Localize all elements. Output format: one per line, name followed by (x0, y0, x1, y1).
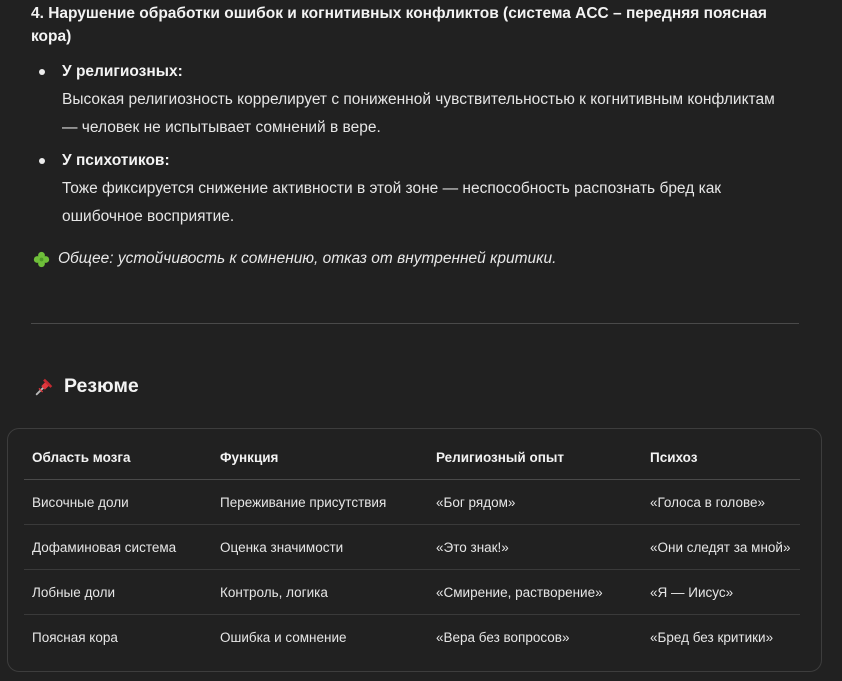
bullet-dot (39, 69, 45, 75)
pushpin-icon (33, 376, 55, 398)
table-cell: «Вера без вопросов» (436, 629, 570, 645)
list-item (36, 147, 776, 231)
column-header: Функция (212, 435, 428, 480)
table-cell: «Бог рядом» (428, 480, 642, 525)
table-cell: «Они следят за мной» (642, 525, 800, 570)
table-row (24, 480, 800, 525)
table-cell: «Бред без критики» (650, 629, 774, 645)
bullet-text: Тоже фиксируется снижение активности в этой зоне — неспособность распознать бред как ошибочное восприятие. (62, 180, 722, 225)
bullet-dot (39, 158, 45, 164)
table-cell: Ошибка и сомнение (220, 629, 347, 645)
list-item (36, 58, 776, 142)
table-cell: Контроль, логика (212, 570, 428, 615)
table-row (24, 570, 800, 615)
column-header: Психоз (642, 435, 800, 480)
table-cell: Поясная кора (32, 629, 118, 645)
table-cell: Дофаминовая система (24, 525, 212, 570)
bullet-text: Высокая религиозность коррелирует с пониженной чувствительностью к когнитивным конфликтам — человек не испытывает сомнений в вере. (62, 91, 775, 136)
table-row (24, 615, 800, 660)
table-cell: Оценка значимости (212, 525, 428, 570)
clover-icon (33, 251, 50, 268)
bullet-label: У психотиков: (62, 152, 170, 169)
table-cell: Переживание присутствия (212, 480, 428, 525)
table-row (24, 525, 800, 570)
column-header: Область мозга (24, 435, 212, 480)
table-cell: Височные доли (24, 480, 212, 525)
bullet-list (36, 58, 776, 231)
bullet-label: У религиозных: (62, 63, 183, 80)
table-cell: «Голоса в голове» (642, 480, 800, 525)
table-header-row (24, 435, 800, 480)
summary-table (24, 435, 800, 659)
column-header: Религиозный опыт (428, 435, 642, 480)
divider (31, 323, 799, 324)
summary-text: Общее: устойчивость к сомнению, отказ от внутренней критики. (58, 250, 557, 267)
table-cell: «Я — Иисус» (642, 570, 800, 615)
section-heading: 4. Нарушение обработки ошибок и когнитивных конфликтов (система ACC – передняя поясная кора) (31, 5, 767, 45)
resume-title: Резюме (64, 375, 139, 397)
summary-table-container (7, 428, 822, 672)
table-cell: Лобные доли (24, 570, 212, 615)
summary-line (33, 250, 556, 268)
table-cell: «Это знак!» (428, 525, 642, 570)
table-cell: «Смирение, растворение» (428, 570, 642, 615)
resume-heading (33, 375, 139, 398)
